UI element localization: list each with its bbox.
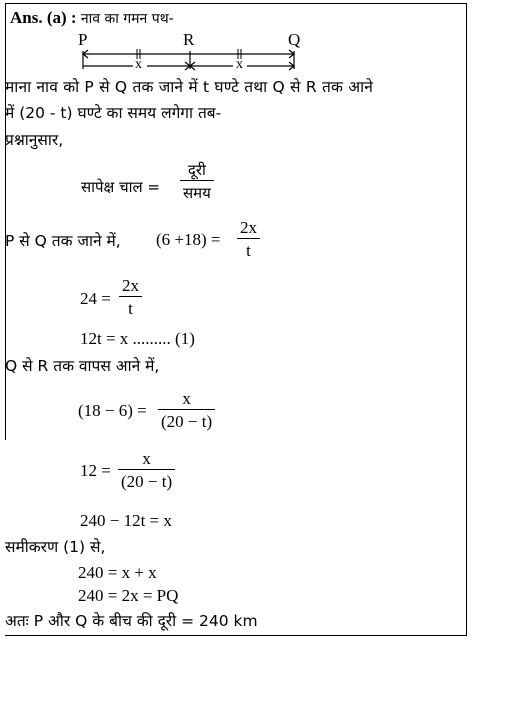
frame-bottom-border	[5, 635, 467, 636]
conclusion: अतः P और Q के बीच की दूरी = 240 km	[5, 612, 258, 630]
eq1-fraction	[237, 218, 260, 261]
eq1-numerator: 2x	[240, 218, 257, 237]
relative-speed-numerator: दूरी	[187, 161, 206, 179]
according-to-question: प्रश्नानुसार,	[5, 131, 64, 149]
eq5-denominator: (20 − t)	[121, 472, 173, 491]
point-r-label: R	[183, 30, 195, 49]
point-q-label: Q	[288, 30, 301, 49]
relative-speed-lhs: सापेक्ष चाल =	[81, 178, 160, 196]
eq5-lhs: 12 =	[80, 461, 111, 480]
frame-top-border	[5, 3, 467, 4]
p-to-q-label: P से Q तक जाने में,	[5, 232, 121, 250]
assumption-line-1: माना नाव को P से Q तक जाने में t घण्टे तथा Q से R तक आने	[5, 78, 374, 96]
relative-speed-denominator: समय	[183, 184, 211, 202]
frame-right-border	[466, 3, 467, 636]
point-p-label: P	[78, 30, 88, 49]
eq1-denominator: t	[246, 241, 251, 260]
eq1-lhs: (6 +18) =	[156, 230, 221, 249]
eq7: 240 = x + x	[78, 563, 157, 582]
eq4-numerator: x	[182, 389, 191, 408]
heading-text: नाव का गमन पथ-	[80, 11, 174, 27]
assumption-line-2: में (20 - t) घण्टे का समय लगेगा तब-	[5, 104, 222, 122]
eq5-numerator: x	[142, 449, 151, 468]
eq4-fraction	[158, 389, 215, 432]
eq4-denominator: (20 − t)	[161, 412, 213, 431]
eq4-lhs: (18 − 6) =	[78, 401, 147, 420]
eq3: 12t = x ......... (1)	[80, 329, 195, 348]
eq5-fraction	[118, 449, 175, 492]
answer-label: Ans. (a) :	[10, 8, 77, 27]
path-diagram-lines	[80, 48, 300, 72]
answer-heading	[10, 8, 174, 29]
eq2-numerator: 2x	[122, 276, 139, 295]
relative-speed-fraction	[180, 160, 214, 203]
eq2-denominator: t	[128, 299, 133, 318]
from-equation-1: समीकरण (1) से,	[5, 538, 106, 556]
segment-rq-label: x	[236, 57, 243, 72]
eq2-lhs: 24 =	[80, 289, 111, 308]
eq2-fraction	[119, 276, 142, 319]
eq6: 240 − 12t = x	[80, 511, 172, 530]
eq8: 240 = 2x = PQ	[78, 586, 179, 605]
segment-pr-label: x	[135, 57, 142, 72]
q-to-r-label: Q से R तक वापस आने में,	[5, 357, 160, 375]
